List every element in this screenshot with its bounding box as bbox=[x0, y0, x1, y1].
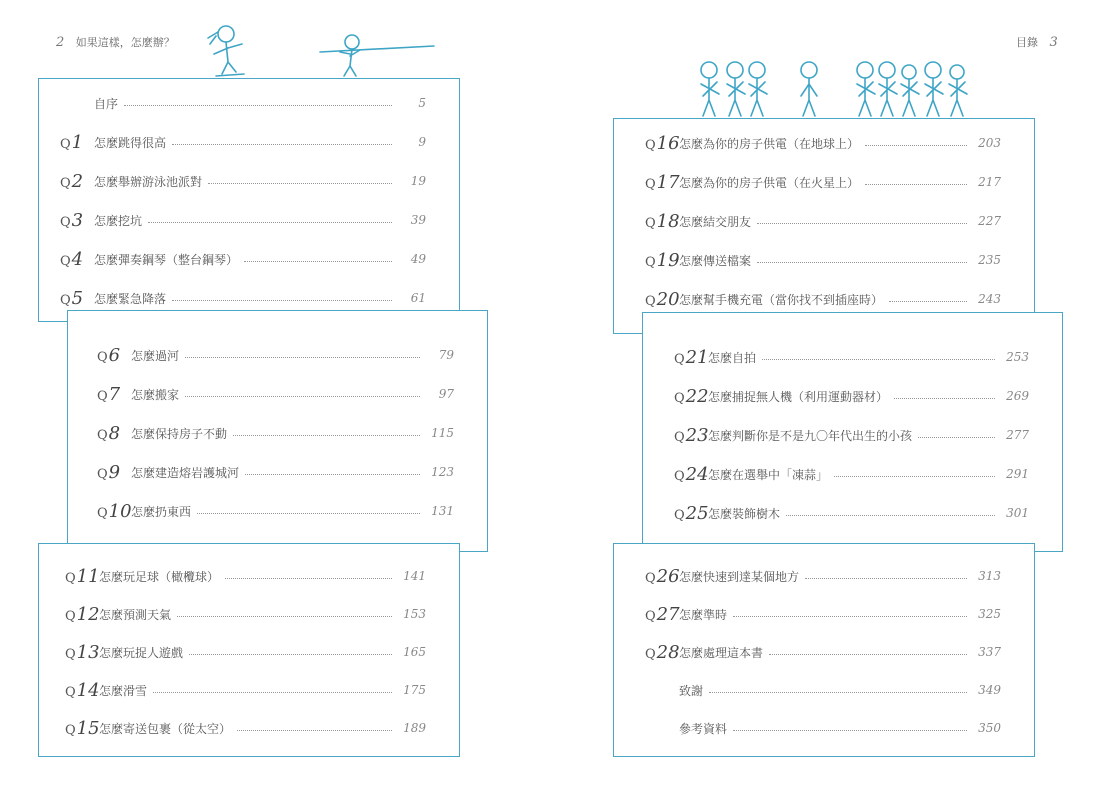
right-section-title: 目錄 bbox=[1016, 36, 1038, 49]
question-index: 19 bbox=[656, 249, 680, 271]
question-prefix: Q bbox=[645, 646, 656, 662]
entry-page-number: 189 bbox=[403, 721, 426, 735]
question-index: 4 bbox=[71, 248, 84, 270]
entry-page-number: 123 bbox=[431, 465, 454, 479]
entry-page-number: 253 bbox=[1006, 350, 1029, 364]
dot-leader bbox=[244, 261, 392, 262]
question-number bbox=[645, 565, 680, 587]
dot-leader bbox=[733, 616, 967, 617]
question-index: 23 bbox=[685, 424, 709, 446]
toc-section-box bbox=[38, 78, 460, 322]
toc-entry[interactable] bbox=[674, 347, 1029, 367]
question-number bbox=[60, 210, 92, 231]
entry-page-number: 131 bbox=[431, 504, 454, 518]
dot-leader bbox=[865, 184, 967, 185]
entry-title: 怎麼扔東西 bbox=[131, 504, 192, 519]
toc-entry[interactable] bbox=[645, 680, 1001, 700]
dot-leader bbox=[786, 515, 995, 516]
question-prefix: Q bbox=[674, 429, 685, 445]
entry-title: 怎麼為你的房子供電（在火星上） bbox=[679, 175, 860, 190]
question-number bbox=[60, 249, 92, 270]
dot-leader bbox=[245, 474, 420, 475]
toc-entry[interactable] bbox=[65, 566, 426, 586]
question-index: 16 bbox=[656, 132, 680, 154]
toc-entry[interactable] bbox=[65, 718, 426, 738]
question-prefix: Q bbox=[645, 254, 656, 270]
dot-leader bbox=[889, 301, 967, 302]
crowd-illustration bbox=[695, 58, 975, 118]
entry-title: 怎麼傳送檔案 bbox=[679, 253, 752, 268]
question-number bbox=[645, 288, 680, 310]
entry-title: 自序 bbox=[94, 96, 119, 111]
question-number bbox=[645, 171, 680, 193]
question-number bbox=[97, 423, 129, 444]
dot-leader bbox=[757, 223, 967, 224]
toc-entry[interactable] bbox=[65, 642, 426, 662]
question-index: 10 bbox=[108, 500, 132, 522]
dot-leader bbox=[124, 105, 392, 106]
entry-title: 怎麼過河 bbox=[131, 348, 180, 363]
question-prefix: Q bbox=[60, 214, 71, 230]
question-prefix: Q bbox=[674, 468, 685, 484]
question-number bbox=[674, 424, 709, 446]
entry-title: 怎麼快速到達某個地方 bbox=[679, 569, 800, 584]
entry-page-number: 350 bbox=[978, 721, 1001, 735]
question-prefix: Q bbox=[65, 722, 76, 738]
pole-carrier-illustration bbox=[316, 30, 438, 80]
question-number bbox=[674, 385, 709, 407]
entry-page-number: 115 bbox=[431, 426, 454, 440]
entry-page-number: 349 bbox=[978, 683, 1001, 697]
entry-page-number: 175 bbox=[403, 683, 426, 697]
question-index: 22 bbox=[685, 385, 709, 407]
question-prefix: Q bbox=[674, 390, 685, 406]
toc-entry[interactable] bbox=[645, 604, 1001, 624]
question-prefix: Q bbox=[97, 466, 108, 482]
question-number bbox=[97, 462, 129, 483]
question-prefix: Q bbox=[674, 507, 685, 523]
toc-entry[interactable] bbox=[97, 423, 454, 443]
dot-leader bbox=[805, 578, 967, 579]
toc-entry[interactable] bbox=[60, 171, 426, 191]
toc-entry[interactable] bbox=[60, 288, 426, 308]
question-index: 9 bbox=[108, 461, 121, 483]
entry-page-number: 217 bbox=[978, 175, 1001, 189]
entry-title: 參考資料 bbox=[679, 721, 728, 736]
question-index: 20 bbox=[656, 288, 680, 310]
entry-title: 怎麼自拍 bbox=[708, 350, 757, 365]
entry-title: 怎麼準時 bbox=[679, 607, 728, 622]
question-index: 12 bbox=[76, 603, 100, 625]
question-prefix: Q bbox=[645, 570, 656, 586]
question-number bbox=[60, 171, 92, 192]
question-number bbox=[645, 132, 680, 154]
toc-entry[interactable] bbox=[645, 133, 1001, 153]
left-page-number: 2 bbox=[56, 35, 65, 50]
question-prefix: Q bbox=[97, 505, 108, 521]
question-number bbox=[645, 603, 680, 625]
dot-leader bbox=[177, 616, 392, 617]
entry-title: 怎麼搬家 bbox=[131, 387, 180, 402]
right-page-header bbox=[1016, 34, 1058, 50]
question-prefix: Q bbox=[60, 175, 71, 191]
entry-page-number: 141 bbox=[403, 569, 426, 583]
entry-page-number: 97 bbox=[438, 387, 454, 401]
toc-entry[interactable] bbox=[65, 680, 426, 700]
entry-title: 怎麼寄送包裹（從太空） bbox=[99, 721, 232, 736]
entry-page-number: 269 bbox=[1006, 389, 1029, 403]
dot-leader bbox=[762, 359, 995, 360]
toc-entry[interactable] bbox=[97, 345, 454, 365]
question-number bbox=[645, 249, 680, 271]
entry-page-number: 79 bbox=[438, 348, 454, 362]
entry-page-number: 301 bbox=[1006, 506, 1029, 520]
entry-page-number: 291 bbox=[1006, 467, 1029, 481]
question-index: 2 bbox=[71, 170, 84, 192]
dot-leader bbox=[757, 262, 967, 263]
question-prefix: Q bbox=[97, 349, 108, 365]
question-prefix: Q bbox=[645, 137, 656, 153]
entry-title: 怎麼跳得很高 bbox=[94, 135, 167, 150]
dot-leader bbox=[185, 396, 420, 397]
entry-page-number: 165 bbox=[403, 645, 426, 659]
toc-entry[interactable] bbox=[645, 718, 1001, 738]
entry-title: 怎麼舉辦游泳池派對 bbox=[94, 174, 203, 189]
question-index: 13 bbox=[76, 641, 100, 663]
dot-leader bbox=[153, 692, 392, 693]
question-prefix: Q bbox=[60, 253, 71, 269]
question-index: 7 bbox=[108, 383, 121, 405]
entry-page-number: 5 bbox=[418, 96, 426, 110]
question-prefix: Q bbox=[65, 646, 76, 662]
dot-leader bbox=[918, 437, 995, 438]
toc-entry[interactable] bbox=[97, 462, 454, 482]
entry-title: 致謝 bbox=[679, 683, 704, 698]
toc-entry[interactable] bbox=[674, 464, 1029, 484]
question-index: 6 bbox=[108, 344, 121, 366]
toc-entry[interactable] bbox=[645, 250, 1001, 270]
question-index: 11 bbox=[76, 565, 100, 587]
question-index: 27 bbox=[656, 603, 680, 625]
entry-title: 怎麼玩捉人遊戲 bbox=[99, 645, 184, 660]
toc-entry[interactable] bbox=[60, 93, 426, 113]
question-prefix: Q bbox=[97, 427, 108, 443]
right-page-number: 3 bbox=[1049, 35, 1058, 50]
left-book-title: 如果這樣，怎麼辦？ bbox=[75, 36, 175, 49]
question-index: 28 bbox=[656, 641, 680, 663]
question-number bbox=[97, 384, 129, 405]
dot-leader bbox=[769, 654, 967, 655]
entry-title: 怎麼彈奏鋼琴（整台鋼琴） bbox=[94, 252, 239, 267]
question-index: 18 bbox=[656, 210, 680, 232]
entry-page-number: 313 bbox=[978, 569, 1001, 583]
dot-leader bbox=[233, 435, 420, 436]
entry-page-number: 325 bbox=[978, 607, 1001, 621]
question-number bbox=[97, 500, 132, 522]
question-prefix: Q bbox=[645, 215, 656, 231]
entry-page-number: 203 bbox=[978, 136, 1001, 150]
toc-entry[interactable] bbox=[645, 211, 1001, 231]
question-number bbox=[65, 717, 100, 739]
question-index: 17 bbox=[656, 171, 680, 193]
question-prefix: Q bbox=[97, 388, 108, 404]
dot-leader bbox=[172, 300, 392, 301]
entry-title: 怎麼判斷你是不是九〇年代出生的小孩 bbox=[708, 428, 913, 443]
question-number bbox=[97, 345, 129, 366]
question-number bbox=[65, 641, 100, 663]
entry-page-number: 337 bbox=[978, 645, 1001, 659]
question-number bbox=[645, 210, 680, 232]
dot-leader bbox=[185, 357, 420, 358]
toc-entry[interactable] bbox=[97, 384, 454, 404]
entry-title: 怎麼玩足球（橄欖球） bbox=[99, 569, 220, 584]
question-index: 26 bbox=[656, 565, 680, 587]
dot-leader bbox=[237, 730, 392, 731]
toc-entry[interactable] bbox=[645, 289, 1001, 309]
toc-entry[interactable] bbox=[97, 501, 454, 521]
question-index: 14 bbox=[76, 679, 100, 701]
dot-leader bbox=[197, 513, 420, 514]
entry-title: 怎麼預測天氣 bbox=[99, 607, 172, 622]
dot-leader bbox=[172, 144, 392, 145]
entry-title: 怎麼緊急降落 bbox=[94, 291, 167, 306]
dot-leader bbox=[894, 398, 995, 399]
question-index: 24 bbox=[685, 463, 709, 485]
question-prefix: Q bbox=[645, 176, 656, 192]
entry-page-number: 277 bbox=[1006, 428, 1029, 442]
question-index: 8 bbox=[108, 422, 121, 444]
toc-entry[interactable] bbox=[60, 132, 426, 152]
toc-entry[interactable] bbox=[60, 249, 426, 269]
toc-entry[interactable] bbox=[60, 210, 426, 230]
dot-leader bbox=[865, 145, 967, 146]
question-number bbox=[674, 502, 709, 524]
entry-title: 怎麼處理這本書 bbox=[679, 645, 764, 660]
dot-leader bbox=[208, 183, 392, 184]
dot-leader bbox=[733, 730, 967, 731]
question-number bbox=[60, 288, 92, 309]
dot-leader bbox=[225, 578, 392, 579]
toc-entry[interactable] bbox=[65, 604, 426, 624]
question-number bbox=[60, 132, 92, 153]
entry-title: 怎麼為你的房子供電（在地球上） bbox=[679, 136, 860, 151]
entry-title: 怎麼保持房子不動 bbox=[131, 426, 228, 441]
entry-title: 怎麼結交朋友 bbox=[679, 214, 752, 229]
skateboarder-illustration bbox=[200, 24, 260, 80]
entry-title: 怎麼挖坑 bbox=[94, 213, 143, 228]
entry-page-number: 243 bbox=[978, 292, 1001, 306]
left-page-header bbox=[56, 34, 175, 50]
toc-entry[interactable] bbox=[645, 642, 1001, 662]
question-index: 15 bbox=[76, 717, 100, 739]
question-index: 5 bbox=[71, 287, 84, 309]
dot-leader bbox=[148, 222, 392, 223]
question-number bbox=[674, 346, 709, 368]
question-prefix: Q bbox=[60, 136, 71, 152]
question-number bbox=[65, 679, 100, 701]
question-prefix: Q bbox=[65, 570, 76, 586]
question-prefix: Q bbox=[645, 608, 656, 624]
question-number bbox=[65, 603, 100, 625]
toc-entry[interactable] bbox=[674, 386, 1029, 406]
entry-title: 怎麼幫手機充電（當你找不到插座時） bbox=[679, 292, 884, 307]
question-number bbox=[65, 565, 100, 587]
entry-title: 怎麼裝飾樹木 bbox=[708, 506, 781, 521]
entry-page-number: 9 bbox=[418, 135, 426, 149]
question-prefix: Q bbox=[674, 351, 685, 367]
entry-page-number: 153 bbox=[403, 607, 426, 621]
question-prefix: Q bbox=[60, 292, 71, 308]
entry-page-number: 49 bbox=[410, 252, 426, 266]
entry-page-number: 61 bbox=[410, 291, 426, 305]
entry-page-number: 19 bbox=[410, 174, 426, 188]
question-index: 1 bbox=[71, 131, 84, 153]
question-prefix: Q bbox=[645, 293, 656, 309]
question-number bbox=[645, 641, 680, 663]
entry-page-number: 39 bbox=[410, 213, 426, 227]
dot-leader bbox=[834, 476, 995, 477]
toc-entry[interactable] bbox=[645, 566, 1001, 586]
question-index: 21 bbox=[685, 346, 709, 368]
entry-title: 怎麼在選舉中「凍蒜」 bbox=[708, 467, 829, 482]
entry-page-number: 227 bbox=[978, 214, 1001, 228]
question-index: 25 bbox=[685, 502, 709, 524]
toc-entry[interactable] bbox=[645, 172, 1001, 192]
dot-leader bbox=[709, 692, 967, 693]
entry-title: 怎麼捕捉無人機（利用運動器材） bbox=[708, 389, 889, 404]
dot-leader bbox=[189, 654, 392, 655]
question-number bbox=[674, 463, 709, 485]
toc-entry[interactable] bbox=[674, 425, 1029, 445]
question-prefix: Q bbox=[65, 608, 76, 624]
entry-title: 怎麼滑雪 bbox=[99, 683, 148, 698]
question-index: 3 bbox=[71, 209, 84, 231]
toc-entry[interactable] bbox=[674, 503, 1029, 523]
entry-page-number: 235 bbox=[978, 253, 1001, 267]
entry-title: 怎麼建造熔岩護城河 bbox=[131, 465, 240, 480]
question-prefix: Q bbox=[65, 684, 76, 700]
